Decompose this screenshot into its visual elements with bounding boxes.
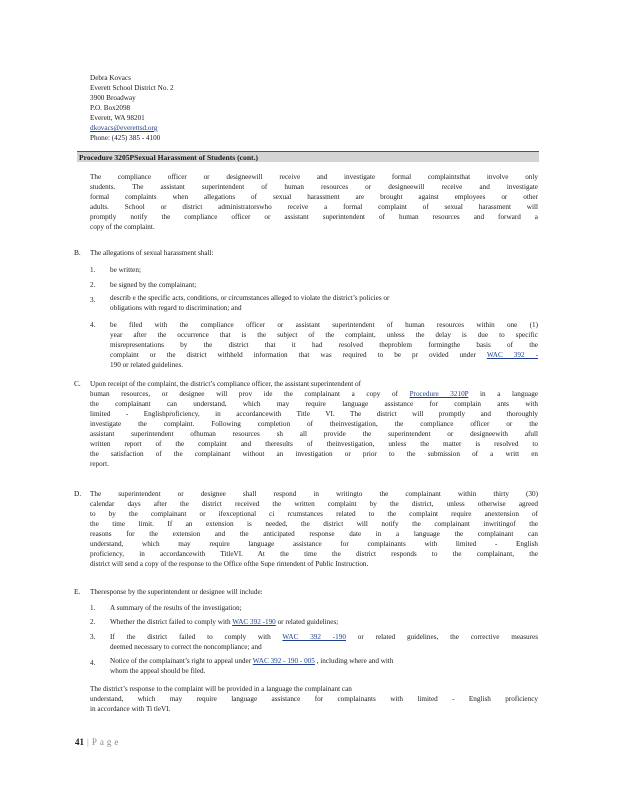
section-e-lead xyxy=(90,587,538,597)
list-item-line: If the district failed to comply with WAC 392 -190 or related guidelines, the corrective measures xyxy=(110,633,538,641)
intro-line: The compliance officer or designeewill receive and investigate formal complaintsthat involve only xyxy=(90,173,538,181)
list-item-line: 190 or related guidelines. xyxy=(110,361,184,369)
list-item xyxy=(110,265,538,275)
list-item-line: complaint or the district withheld information that was required to be pr ovided under WAC 392 - xyxy=(110,351,538,359)
section-c-line: the satisfaction of the complainant without an investigation or prior to the submission of a writt en xyxy=(90,450,538,458)
contact-email-link[interactable]: dkovacs@everettsd.org xyxy=(90,124,158,132)
list-item-line: be filed with the compliance officer or assistant superintendent of human resources within one (1) xyxy=(110,321,538,329)
section-c-paragraph xyxy=(90,379,538,469)
reference-link[interactable]: WAC 392 - xyxy=(486,351,538,359)
page-number: 41 xyxy=(75,737,84,747)
intro-paragraph xyxy=(90,172,538,232)
intro-line: promptly notify the compliance officer or assistant superintendent of human resources and forward a xyxy=(90,213,538,221)
list-number: 3. xyxy=(90,633,96,641)
contact-block xyxy=(90,73,290,143)
section-b-marker: B. xyxy=(74,248,81,257)
list-item-line: deemed necessary to correct the noncompliance; and xyxy=(110,643,262,651)
contact-city: Everett, WA 98201 xyxy=(90,114,145,122)
section-c-marker: C. xyxy=(74,379,81,388)
section-c-line: the complainant can understand, which may require language assistance for complain ants with xyxy=(90,400,538,408)
contact-phone: Phone: (425) 385 - 4100 xyxy=(90,134,161,142)
list-item-line: be signed by the complainant; xyxy=(110,281,197,289)
list-number: 2. xyxy=(90,618,96,626)
section-b-lead-text: The allegations of sexual harassment shall: xyxy=(90,249,214,257)
list-number: 1. xyxy=(90,266,96,274)
list-item xyxy=(110,280,538,290)
section-d-line: proficiency, in accordancewith TitleVI. At the time the district responds to the complainant, the xyxy=(90,550,538,558)
section-c-line: human resources, or designee will prov ide the complainant a copy of Procedure 3210P in a language xyxy=(90,390,538,398)
list-number: 2. xyxy=(90,281,96,289)
section-d-line: calendar days after the district received the written complaint by the district, unless otherwise agreed xyxy=(90,500,538,508)
procedure-header: Procedure 3205PSexual Harassment of Students (cont.) xyxy=(77,151,539,162)
intro-line: adults. School or district administratorswho receive a formal complaint of sexual harassment will xyxy=(90,203,538,211)
list-item xyxy=(110,603,538,613)
contact-po-box: P.O. Box2098 xyxy=(90,104,131,112)
section-d-line: district will send a copy of the response to the Office ofthe Supe rintendent of Public Instruction. xyxy=(90,560,369,568)
list-item xyxy=(110,293,538,313)
section-e-lead-text: Theresponse by the superintendent or designee will include: xyxy=(90,588,263,596)
section-d-line: The superintendent or designee shall respond in writingto the complainant within thirty (30) xyxy=(90,490,538,498)
list-item xyxy=(110,617,538,627)
page-label: Page xyxy=(91,737,122,747)
reference-link[interactable]: WAC 392 -190 xyxy=(282,633,346,641)
list-item-line: be written; xyxy=(110,266,141,274)
section-e-marker: E. xyxy=(74,587,81,596)
section-c-line: report. xyxy=(90,460,109,468)
reference-link[interactable]: WAC 392 -190 xyxy=(232,618,276,626)
closing-line: The district’s response to the complaint will be provided in a language the complainant can xyxy=(90,685,352,693)
intro-line: students. The assistant superintendent of human resources or designeewill receive and investigate xyxy=(90,183,538,191)
list-item xyxy=(110,320,538,370)
contact-district: Everett School District No. 2 xyxy=(90,84,174,92)
section-d-line: to by the complainant or ifexceptional ci rcumstances related to the complaint require anextension of xyxy=(90,510,538,518)
intro-line: copy of the complaint. xyxy=(90,223,155,231)
list-item xyxy=(110,656,538,676)
section-c-line: written report of the complaint and theresults of theinvestigation, unless the matter is resolved to xyxy=(90,440,538,448)
reference-link[interactable]: Procedure 3210P xyxy=(409,390,469,398)
section-b-lead xyxy=(90,248,538,258)
section-c-line: limited - Englishproficiency, in accordancewith Title VI. The district will promptly and thoroughly xyxy=(90,410,538,418)
list-item-line: whom the appeal should be filed. xyxy=(110,667,206,675)
footer-separator: | xyxy=(87,737,89,747)
section-e-closing xyxy=(90,684,538,714)
section-d-line: the time limit. If an extension is needed, the district will notify the complainant inwritingof the xyxy=(90,520,538,528)
section-d-marker: D. xyxy=(74,489,82,498)
section-c-line: investigate the complaint. Following completion of theinvestigation, the compliance officer or the xyxy=(90,420,538,428)
closing-line: in accordance with Ti tleVI. xyxy=(90,705,171,713)
section-d-line: reasons for the extension and the anticipated response date in a language the complainant can xyxy=(90,530,538,538)
section-d-paragraph xyxy=(90,489,538,569)
list-number: 3. xyxy=(90,296,96,304)
list-item xyxy=(110,632,538,652)
contact-name: Debra Kovacs xyxy=(90,74,131,82)
list-item-line: Notice of the complainant’s right to appeal under WAC 392 - 190 - 005 , including where and with xyxy=(110,657,394,665)
list-item-line: misrepresentations by the district that it had resolved theproblem formingthe basis of the xyxy=(110,341,538,349)
page-footer xyxy=(75,737,121,747)
list-item-line: Whether the district failed to comply with WAC 392 -190 or related guidelines; xyxy=(110,618,339,626)
list-item-line: A summary of the results of the investigation; xyxy=(110,604,242,612)
list-item-line: obligations with regard to discrimination; and xyxy=(110,304,242,312)
list-item-line: year after the occurrence that is the subject of the complaint, unless the delay is due to specific xyxy=(110,331,538,339)
list-item-line: describ e the specific acts, conditions, or circumstances alleged to violate the district’s policies or xyxy=(110,294,390,302)
reference-link[interactable]: WAC 392 - 190 - 005 xyxy=(252,657,315,665)
list-number: 4. xyxy=(90,321,96,329)
section-d-line: understand, which may require language assistance for complainants with limited - English xyxy=(90,540,538,548)
closing-line: understand, which may require language assistance for complainants with limited - English proficiency xyxy=(90,695,538,703)
section-c-line: assistant superintendent ofhuman resources sh all provide the superintendent or designeewith afull xyxy=(90,430,538,438)
section-c-line: Upon receipt of the complaint, the district’s compliance officer, the assistant superintendent of xyxy=(90,380,362,388)
intro-line: formal complaints when allegations of sexual harassment are brought against employees or other xyxy=(90,193,538,201)
list-number: 4. xyxy=(90,659,96,667)
contact-street: 3900 Broadway xyxy=(90,94,136,102)
list-number: 1. xyxy=(90,604,96,612)
